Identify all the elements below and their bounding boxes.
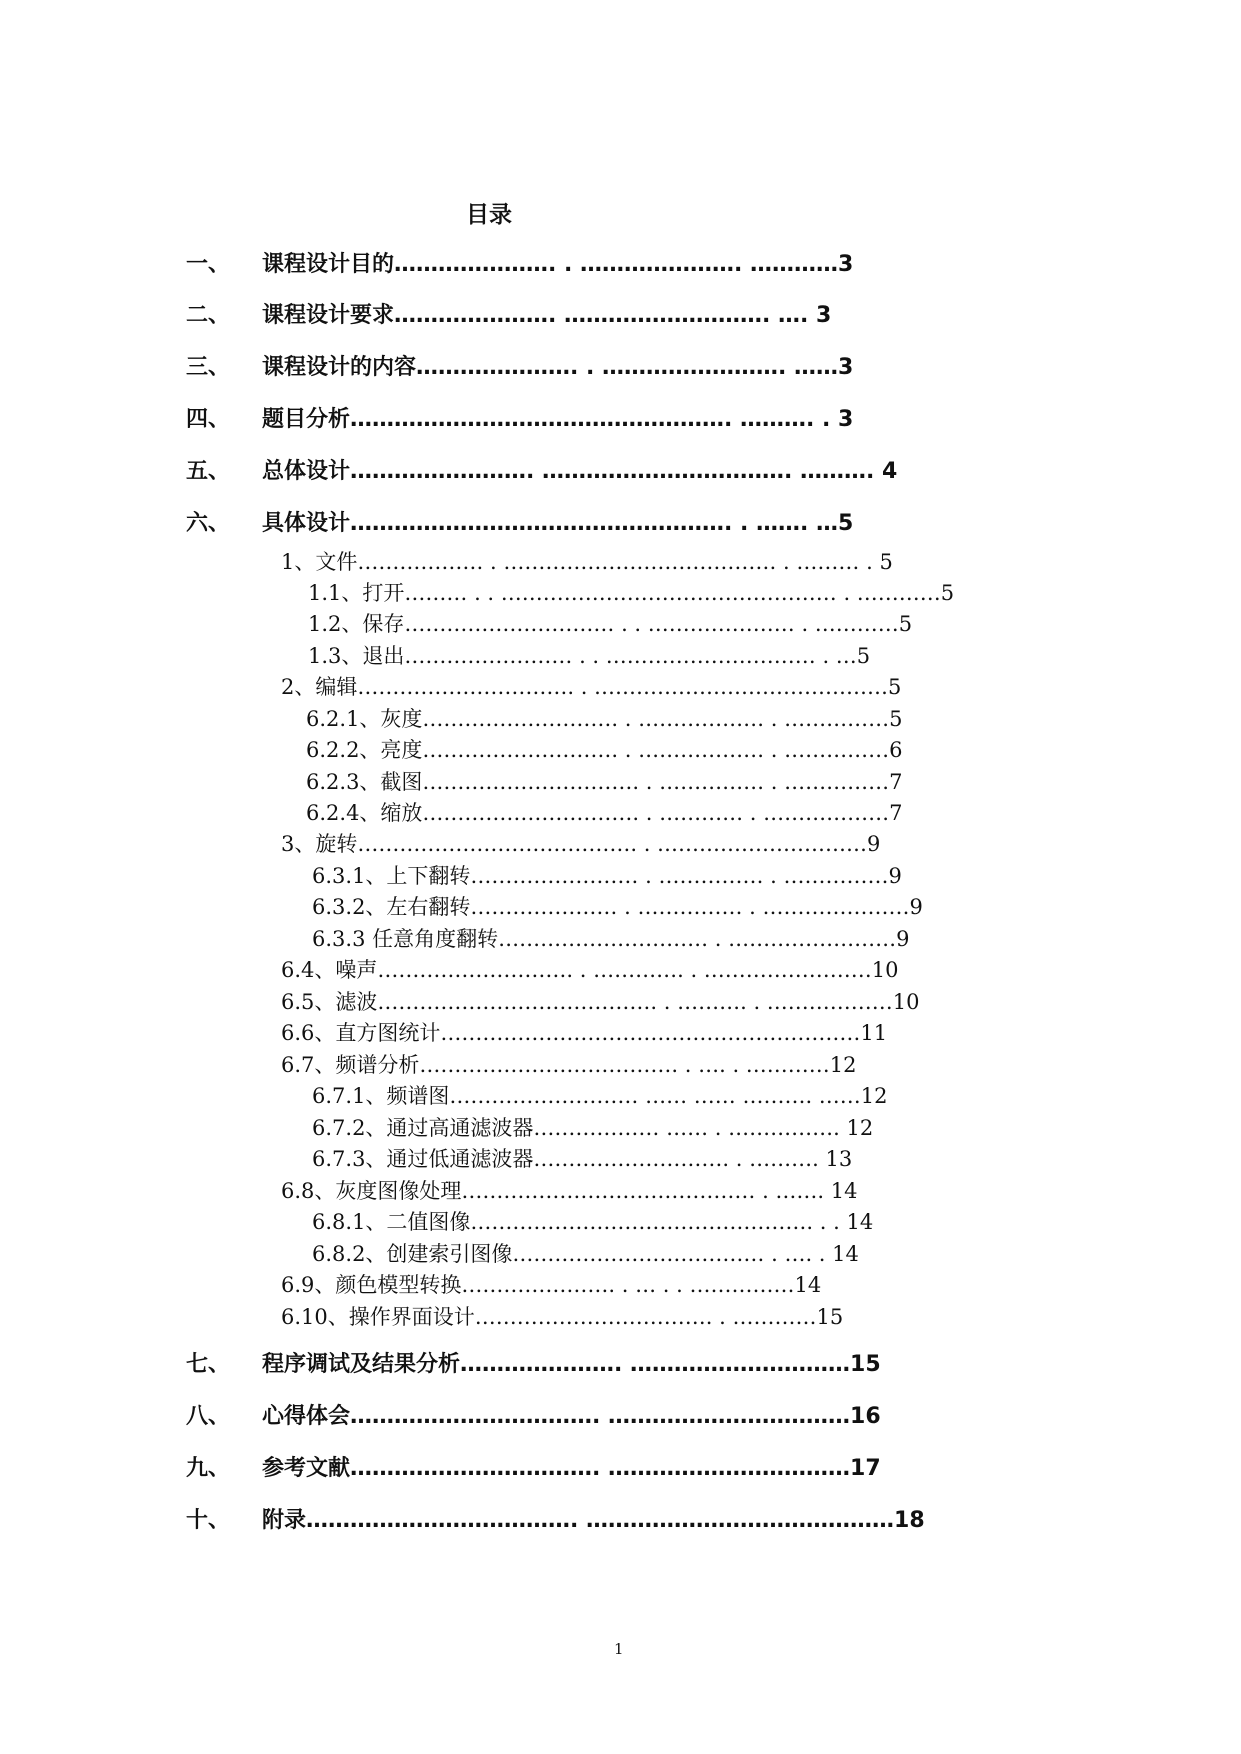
toc-title: 目录	[466, 202, 512, 228]
toc-entry-sub[interactable]: 6.6、直方图统计……………………………………………………11	[281, 1021, 888, 1045]
toc-entry-sub[interactable]: 6.8、灰度图像处理…………………………………… . ……. 14	[281, 1179, 858, 1203]
toc-entry-sub[interactable]: 6.10、操作界面设计……………………………. . …………15	[281, 1305, 844, 1329]
toc-entry-sub[interactable]: 1.2、保存………………………… . . ………………… . …………5	[308, 612, 913, 636]
toc-entry-text: 题目分析……………………………………………. ………. . 3	[262, 407, 854, 432]
toc-entry-main[interactable]	[186, 298, 926, 328]
toc-entry-sub[interactable]: 6.2.3、截图…………………………. . …………… . ……………7	[306, 770, 903, 794]
toc-entry-main[interactable]	[186, 1503, 926, 1533]
toc-entry-number: 九、	[186, 1456, 231, 1481]
toc-entry-text: 课程设计的内容…………………. . ……………………. ……3	[262, 355, 854, 380]
page-number: 1	[614, 1640, 624, 1658]
toc-entry-sub[interactable]: 3、旋转…………………………………. . …………………………9	[281, 832, 881, 856]
toc-entry-number: 四、	[186, 407, 231, 432]
toc-entry-sub[interactable]: 1、文件……………… . ………………………………… . ……… . 5	[281, 550, 893, 574]
toc-entry-text: 心得体会……………………………. ……………………………16	[262, 1404, 881, 1429]
toc-entry-sub[interactable]: 2、编辑…………………………. . ……………………………………5	[281, 675, 902, 699]
toc-entry-sub[interactable]: 6.8.1、二值图像…………………………………………. . . 14	[312, 1210, 874, 1234]
toc-entry-main[interactable]	[186, 1451, 926, 1481]
toc-entry-number: 三、	[186, 355, 231, 380]
toc-entry-number: 五、	[186, 459, 231, 484]
toc-entry-text: 附录………………………………. ……………………………………18	[262, 1508, 925, 1533]
toc-entry-main[interactable]	[186, 1347, 926, 1377]
toc-entry-sub[interactable]: 6.2.1、灰度………………………. . ……………… . ……………5	[306, 707, 903, 731]
toc-entry-sub[interactable]: 6.5、滤波…………………………………. . ………. . ………………10	[281, 990, 920, 1014]
toc-entry-main[interactable]	[186, 454, 926, 484]
toc-entry-sub[interactable]: 6.7、频谱分析………………………………. . …. . …………12	[281, 1053, 857, 1077]
toc-entry-main[interactable]	[186, 1399, 926, 1429]
toc-entry-sub[interactable]: 6.7.3、通过低通滤波器………………………. . ………. 13	[312, 1147, 853, 1171]
toc-entry-text: 总体设计……………………. ……………………………. ………. 4	[262, 459, 898, 484]
toc-entry-sub[interactable]: 1.3、退出…………………… . . ………………………… . …5	[308, 644, 871, 668]
toc-entry-sub[interactable]: 1.1、打开……… . . ………………………………………… . …………5	[308, 581, 955, 605]
toc-entry-sub[interactable]: 6.2.4、缩放…………………………. . ………… . ………………7	[306, 801, 903, 825]
toc-entry-text: 程序调试及结果分析…………………. …………………………15	[262, 1352, 881, 1377]
toc-entry-sub[interactable]: 6.7.1、频谱图……………………… …… …… ………. ……12	[312, 1084, 888, 1108]
toc-entry-number: 八、	[186, 1404, 231, 1429]
toc-entry-sub[interactable]: 6.7.2、通过高通滤波器……………… …… . ……………. 12	[312, 1116, 874, 1140]
toc-entry-sub[interactable]: 6.3.3 任意角度翻转………………………… . ……………………9	[312, 927, 910, 951]
toc-entry-sub[interactable]: 6.3.1、上下翻转…………………… . …………… . ……………9	[312, 864, 902, 888]
toc-entry-text: 参考文献……………………………. ……………………………17	[262, 1456, 881, 1481]
toc-entry-sub[interactable]: 6.2.2、亮度………………………. . ……………… . ……………6	[306, 738, 903, 762]
toc-entry-sub[interactable]: 6.3.2、左右翻转………………… . …………… . …………………9	[312, 895, 923, 919]
toc-entry-text: 课程设计目的…………………. . …………………. …………3	[262, 252, 854, 277]
toc-entry-text: 具体设计……………………………………………. . ……. …5	[262, 511, 854, 536]
toc-entry-number: 二、	[186, 303, 231, 328]
toc-entry-main[interactable]	[186, 247, 926, 277]
toc-entry-number: 六、	[186, 511, 231, 536]
toc-entry-text: 课程设计要求…………………. ………………………. …. 3	[262, 303, 832, 328]
toc-entry-main[interactable]	[186, 402, 926, 432]
toc-entry-sub[interactable]: 6.8.2、创建索引图像……………………………… . …. . 14	[312, 1242, 859, 1266]
toc-entry-main[interactable]	[186, 350, 926, 380]
toc-entry-number: 一、	[186, 252, 231, 277]
toc-entry-sub[interactable]: 6.9、颜色模型转换…………………. . … . . ……………14	[281, 1273, 822, 1297]
toc-entry-sub[interactable]: 6.4、噪声………………………. . …………. . ……………………10	[281, 958, 899, 982]
toc-entry-main[interactable]	[186, 506, 926, 536]
toc-entry-number: 七、	[186, 1352, 231, 1377]
toc-entry-number: 十、	[186, 1508, 231, 1533]
